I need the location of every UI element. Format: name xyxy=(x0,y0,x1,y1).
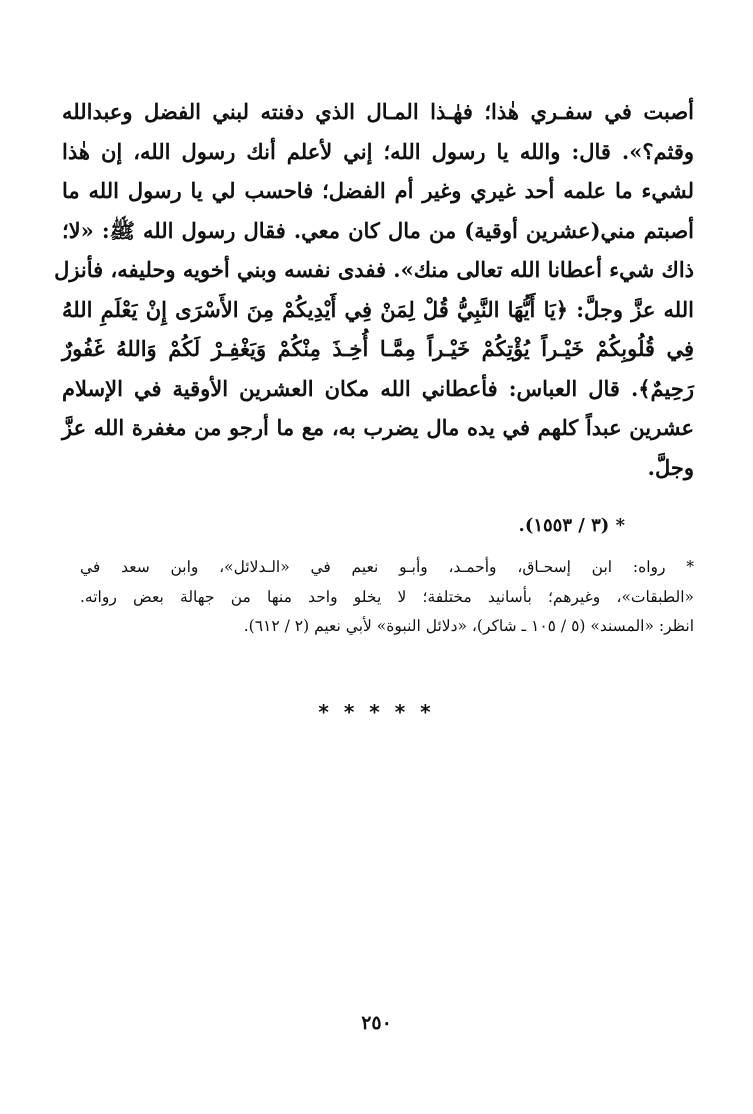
footnotes-block xyxy=(80,553,694,642)
footnote-line: «الطبقات»، وغيرهم؛ بأسانيد مختلفة؛ لا يخلو واحد منها من جهالة بعض رواته. xyxy=(80,587,694,606)
main-text-line: الله عزَّ وجلَّ: ﴿يَا أَيُّهَا النَّبِيُّ قُلْ لِمَنْ فِي أَيْدِيكُمْ مِنَ الأَسْرَى إِنْ يَعْلَمِ اللهُ xyxy=(62,296,694,322)
footnote-line: انظر: «المسند» (٥ / ١٠٥ ـ شاكر)، «دلائل النبوة» لأبي نعيم (٢ / ٦١٢). xyxy=(243,617,694,635)
section-separator: * * * * * xyxy=(318,700,435,724)
main-text-line: لشيء ما علمه أحد غيري وغير أم الفضل؛ فاحسب لي يا رسول الله ما xyxy=(62,178,694,203)
main-text-line: عشرين عبداً كلهم في يده مال يضرب به، مع ما أرجو من مغفرة الله عزَّ xyxy=(62,415,694,440)
main-text-line: رَحِيمٌ﴾. قال العباس: فأعطاني الله مكان العشرين الأوقية في الإسلام xyxy=(62,375,694,401)
main-text-line: وجلَّ. xyxy=(647,454,694,480)
main-text-line: ذاك شيء أعطانا الله تعالى منك». ففدى نفسه وبني أخويه وحليفه، فأنزل xyxy=(54,257,694,282)
main-text-line: أصبتم مني(عشرين أوقية) من مال كان معي. فقال رسول الله ﷺ: «لا؛ xyxy=(62,217,694,243)
footnote-line: * رواه: ابن إسحـاق، وأحمـد، وأبـو نعيم في «الـدلائل»، وابن سعد في xyxy=(80,558,694,576)
page-number: ٢٥٠ xyxy=(361,1012,392,1034)
main-text-line: فِي قُلُوبِكُمْ خَيْـراً يُؤْتِكُمْ خَيْـراً مِمَّـا أُخِـذَ مِنْكُمْ وَيَغْفِـرْ لَكُمْ وَاللهُ غَفُورٌ xyxy=(62,336,694,361)
main-text-block xyxy=(54,92,694,487)
main-text-line: أصبت في سفـري هٰذا؛ فهٰـذا المـال الذي دفنته لبني الفضل وعبدالله xyxy=(62,99,694,124)
main-text-line: وقثم؟». قال: والله يا رسول الله؛ إني لأعلم أنك رسول الله، إن هٰذا xyxy=(62,138,694,164)
hadith-reference: * (٣ / ١٥٥٣). xyxy=(518,515,625,536)
